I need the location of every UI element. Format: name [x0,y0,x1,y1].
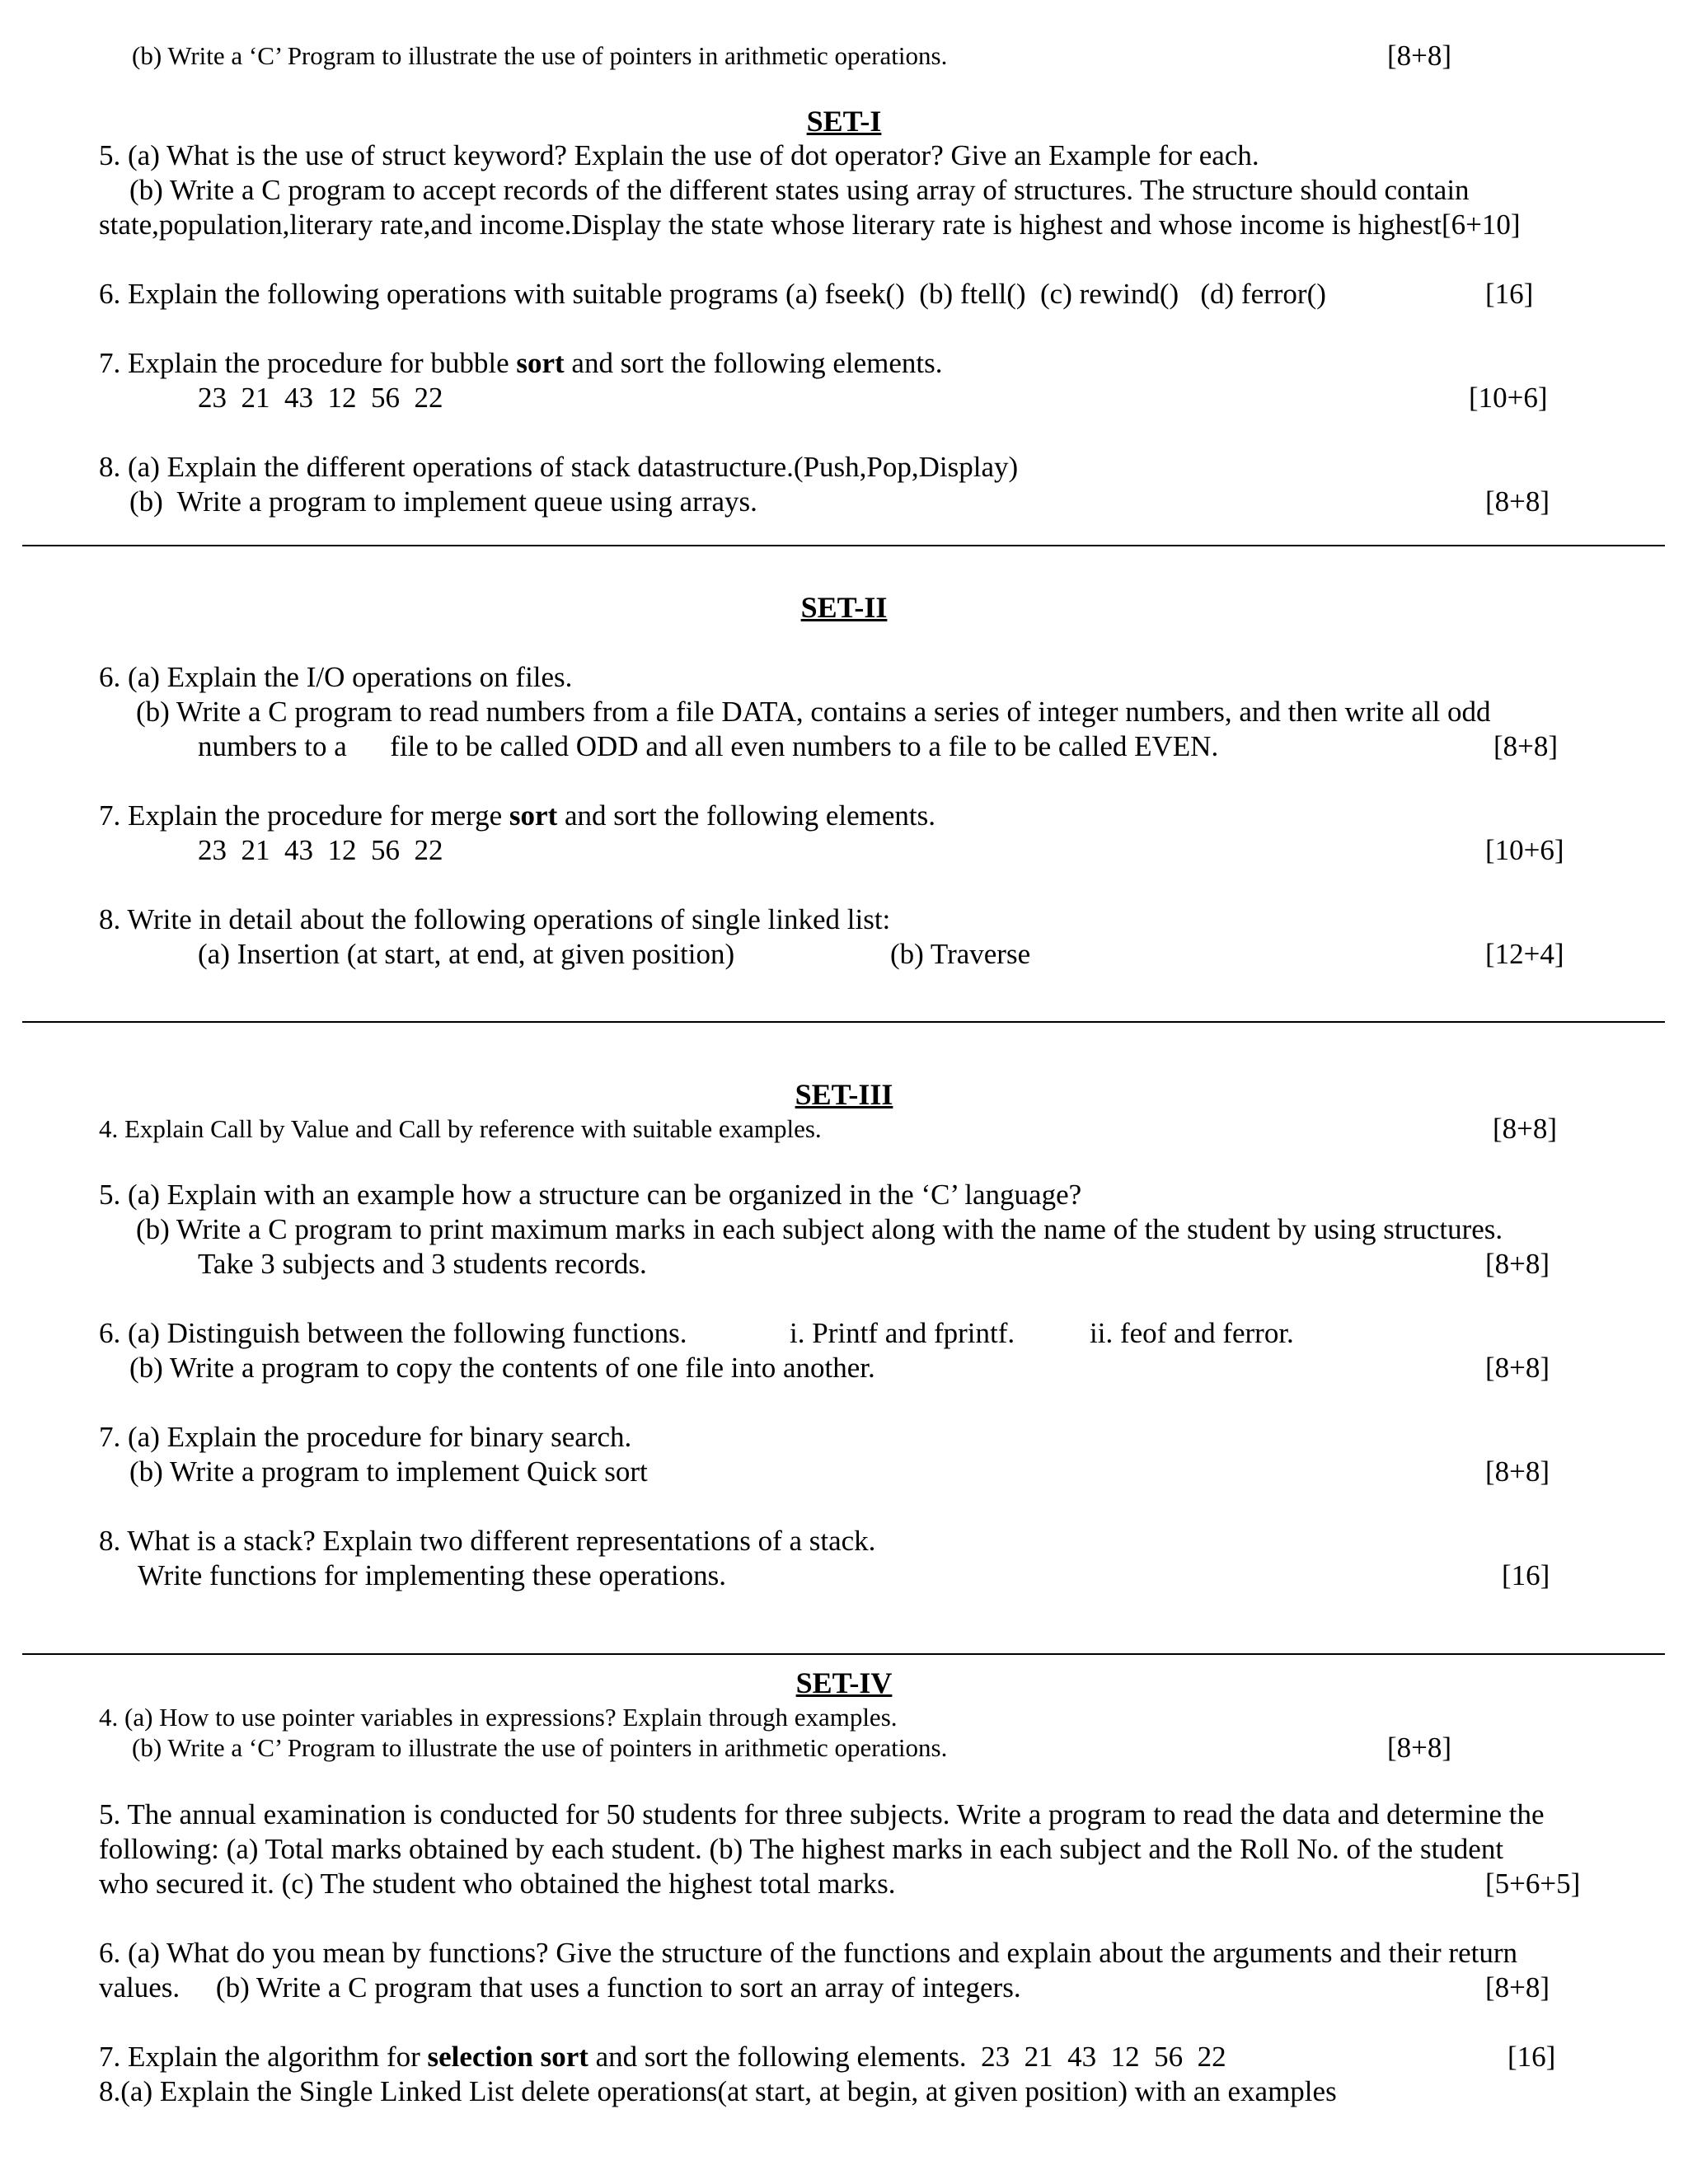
set2-q7-elements: 23 21 43 12 56 22 [198,834,443,866]
set2-q6-marks: [8+8] [1493,730,1559,762]
set4-q6-line2: values. (b) Write a C program that uses a function to sort an array of integers. [99,1971,1021,2004]
divider-line [22,1021,1665,1023]
set1-heading: SET-I [806,105,882,138]
set2-q8a: (a) Insertion (at start, at end, at given position) [198,938,735,970]
set3-q5b-line2: Take 3 subjects and 3 students records. [198,1248,647,1280]
set1-q7-marks: [10+6] [1469,382,1548,414]
set1-q5b-line2: state,population,literary rate,and income.Display the state whose literary rate is highest and whose income is highest[6+10] [99,209,1521,241]
set4-q4-marks: [8+8] [1387,1732,1452,1764]
set4-q7: 7. Explain the algorithm for selection sort and sort the following elements. 23 21 43 12 56 22 [99,2041,1226,2073]
q4b-text: (b) Write a ‘C’ Program to illustrate the use of pointers in arithmetic operations. [132,41,948,70]
set2-q6b-line1: (b) Write a C program to read numbers from a file DATA, contains a series of integer numbers, and then write all odd [136,696,1491,728]
set3-q4: 4. Explain Call by Value and Call by reference with suitable examples. [99,1114,822,1143]
set2-q7: 7. Explain the procedure for merge sort and sort the following elements. [99,799,936,832]
set1-q8b: (b) Write a program to implement queue using arrays. [129,485,757,518]
set3-q6a-ii: ii. feof and ferror. [1090,1317,1294,1349]
set4-q5-line2: following: (a) Total marks obtained by each student. (b) The highest marks in each subject and the Roll No. of the student [99,1833,1504,1865]
divider-line [22,545,1665,546]
set3-q5a: 5. (a) Explain with an example how a structure can be organized in the ‘C’ language? [99,1179,1082,1211]
set1-q6-marks: [16] [1485,278,1534,310]
set1-q8a: 8. (a) Explain the different operations of stack datastructure.(Push,Pop,Display) [99,451,1019,483]
set2-q8b: (b) Traverse [890,938,1031,970]
set4-q8a: 8.(a) Explain the Single Linked List delete operations(at start, at begin, at given position) with an examples [99,2075,1337,2107]
q4b-marks: [8+8] [1387,40,1452,72]
set3-q4-marks: [8+8] [1493,1113,1558,1145]
set2-q8-marks: [12+4] [1485,938,1564,970]
set1-q7-elements: 23 21 43 12 56 22 [198,382,443,414]
set3-q8-line2: Write functions for implementing these operations. [138,1559,726,1591]
set3-q5-marks: [8+8] [1485,1248,1550,1280]
set3-q6b: (b) Write a program to copy the contents of one file into another. [129,1352,875,1384]
set1-q7: 7. Explain the procedure for bubble sort and sort the following elements. [99,347,943,379]
set4-q5-line1: 5. The annual examination is conducted for 50 students for three subjects. Write a program to read the data and determine the [99,1798,1545,1830]
set3-q6-marks: [8+8] [1485,1352,1550,1384]
set2-q6a: 6. (a) Explain the I/O operations on files. [99,661,573,693]
set1-q8-marks: [8+8] [1485,485,1550,518]
set3-q7-marks: [8+8] [1485,1455,1550,1488]
set2-q6b-line2: numbers to a file to be called ODD and all even numbers to a file to be called EVEN. [198,730,1219,762]
set1-q5a: 5. (a) What is the use of struct keyword? Explain the use of dot operator? Give an Example for each. [99,139,1259,171]
set4-q7-marks: [16] [1507,2041,1556,2073]
set3-q8-line1: 8. What is a stack? Explain two different representations of a stack. [99,1525,876,1557]
set3-heading: SET-III [795,1078,893,1111]
set4-heading: SET-IV [795,1666,893,1699]
set4-q4a: 4. (a) How to use pointer variables in expressions? Explain through examples. [99,1703,898,1732]
set4-q6-marks: [8+8] [1485,1971,1550,2004]
set3-q6a-i: i. Printf and fprintf. [790,1317,1015,1349]
set4-q6-line1: 6. (a) What do you mean by functions? Give the structure of the functions and explain about the arguments and their return [99,1937,1517,1969]
set3-q7b: (b) Write a program to implement Quick sort [129,1455,648,1488]
set4-q4b: (b) Write a ‘C’ Program to illustrate the use of pointers in arithmetic operations. [132,1733,948,1762]
divider-line [22,1653,1665,1655]
set3-q5b-line1: (b) Write a C program to print maximum marks in each subject along with the name of the student by using structures. [136,1213,1503,1245]
set4-q5-line3: who secured it. (c) The student who obtained the highest total marks. [99,1868,896,1900]
set1-q5b-line1: (b) Write a C program to accept records of the different states using array of structures. The structure should contain [129,174,1470,206]
set2-heading: SET-II [800,591,888,624]
set3-q6a: 6. (a) Distinguish between the following functions. [99,1317,687,1349]
set3-q8-marks: [16] [1502,1559,1550,1591]
set1-q6: 6. Explain the following operations with suitable programs (a) fseek() (b) ftell() (c) rewind() (d) ferror() [99,278,1326,310]
set2-q8: 8. Write in detail about the following operations of single linked list: [99,903,891,935]
set4-q5-marks: [5+6+5] [1485,1868,1581,1900]
set3-q7a: 7. (a) Explain the procedure for binary search. [99,1421,632,1453]
set2-q7-marks: [10+6] [1485,834,1564,866]
